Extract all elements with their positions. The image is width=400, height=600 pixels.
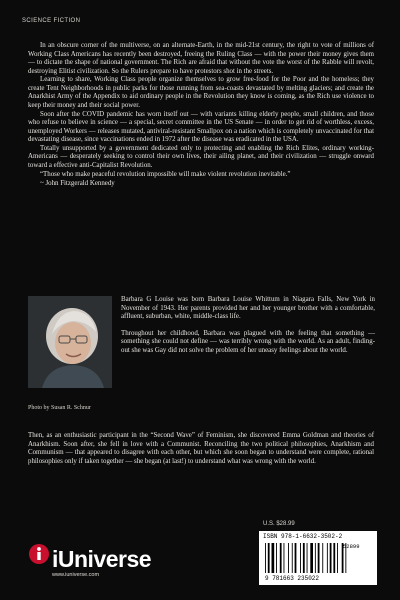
blurb-paragraph: Learning to share, Working Class people organize themselves to grow free-food for the Poor and the homeless; they create Tent Neighborhoods in public parks for those running from sea-coasts devastated by melting glaciers; and create the Anarkhist Army of the Appendix to aid ordinary people in the Revolution they know is coming, as the Rich use violence to keep their money and their social power. <box>28 76 374 109</box>
quote-text: “Those who make peaceful revolution impossible will make violent revolution inevitable.” <box>40 171 291 179</box>
epigraph <box>28 171 374 188</box>
barcode-number: 9 781663 235022 <box>265 575 320 581</box>
author-photo <box>28 296 112 388</box>
barcode-price-code: 52899 <box>343 543 360 550</box>
price-label: U.S. $28.99 <box>263 521 295 527</box>
blurb-paragraph: Totally unsupported by a government dedicated only to protecting and enabling the Rich Elites, ordinary working-Americans — desperately seeking to control their own lives, their ailing planet, and their civilization — struggle onward toward a effective anti-Capitalist Revolution. <box>28 144 374 169</box>
publisher-url: www.iuniverse.com <box>52 572 100 578</box>
bio-paragraph: Throughout her childhood, Barbara was plagued with the feeling that something — something she could not define — was terribly wrong with the world. As an adult, finding-out she was Gay did not solve the problem of her uneasy feelings about the world. <box>121 329 375 354</box>
bio-paragraph: Barbara G Louise was born Barbara Louise Whittum in Niagara Falls, New York in November of 1943. Her parents provided her and her younger brother with a comfortable, affluent, suburban, white, middle-class life. <box>121 296 375 321</box>
author-portrait-image <box>28 296 112 388</box>
genre-label: SCIENCE FICTION <box>22 18 81 24</box>
blurb-paragraph: In an obscure corner of the multiverse, on an alternate-Earth, in the mid-21st century, the right to vote of millions of Working Class Americans has recently been destroyed, freeing the Ruling Class — with the power their money gives them — to dictate the shape of national government. The Rich are afraid that without the vote the worst of the Rabble will revolt, destroying Elitist civilization. So the Rulers prepare to have protestors shot in the streets. <box>28 42 374 75</box>
isbn-label: ISBN 978-1-6632-3502-2 <box>263 533 343 540</box>
isbn-barcode <box>259 531 377 585</box>
author-bio <box>121 296 375 363</box>
barcode-icon <box>263 541 373 581</box>
photo-credit: Photo by Susan R. Schnur <box>28 405 91 411</box>
publisher-name: iUniverse <box>52 546 152 572</box>
iuniverse-logo-icon <box>28 543 50 565</box>
blurb-paragraph: Soon after the COVID pandemic has worn itself out — with variants killing elderly people, small children, and those who refuse to believe in science — a special, secret committee in the US Senate — in order to get rid of worthless, excess, unemployed Workers — releases mutated, antiviral-resistant Smallpox on a nation which is completely unvaccinated for that devastating disease, since vaccinations ended in 1972 after the disease was eradicated in the USA. <box>28 110 374 144</box>
quote-attribution: ~ John Fitzgerald Kennedy <box>40 180 115 187</box>
bio-paragraph: Then, as an enthusiastic participant in the “Second Wave” of Feminism, she discovered Emma Goldman and theories of Anarkhism. Soon after, she fell in love with a Communist. Reconciling the two political philosophies, Anarkhism and Communism — that appeared to disagree with each other, but which she soon began to understand were complete, rational philosophies only if taken together — she began (at last!) to understand what was wrong with the world. <box>28 432 374 465</box>
back-cover-blurb <box>28 42 374 189</box>
